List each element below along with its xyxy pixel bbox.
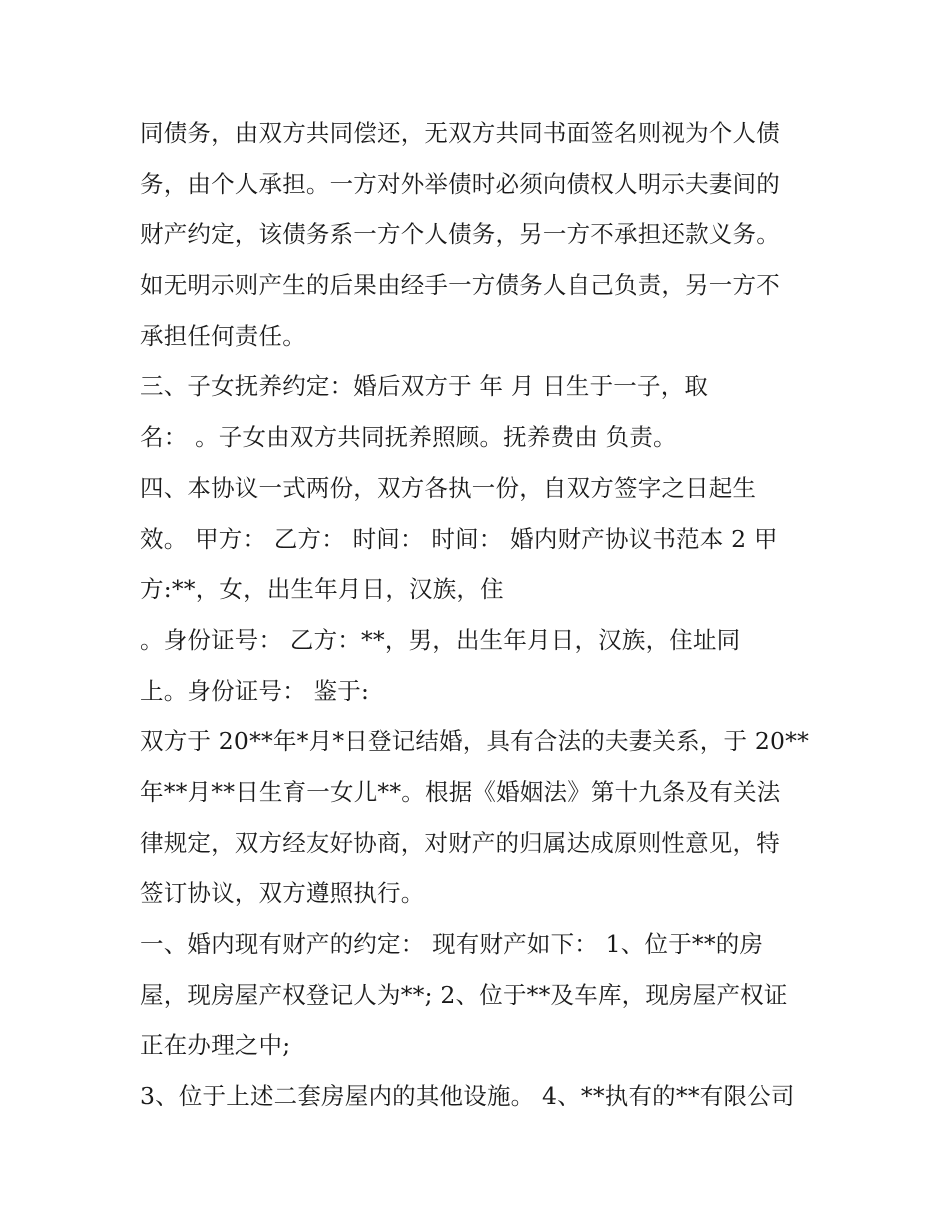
text-line: 3、位于上述二套房屋内的其他设施。 4、**执有的**有限公司 [140, 1082, 795, 1111]
text-line: 双方于 20**年*月*日登记结婚，具有合法的夫妻关系，于 20** [140, 727, 810, 756]
text-line: 签订协议，双方遵照执行。 [140, 879, 425, 908]
text-line: 务，由个人承担。一方对外举债时必须向债权人明示夫妻间的 [140, 169, 780, 198]
text-line: 如无明示则产生的后果由经手一方债务人自己负责，另一方不 [140, 271, 780, 300]
text-line: 承担任何责任。 [140, 321, 306, 350]
text-line: 一、婚内现有财产的约定： 现有财产如下： 1、位于**的房 [140, 930, 764, 958]
text-line: 三、子女抚养约定：婚后双方于 年 月 日生于一子，取 [140, 372, 709, 401]
text-line: 名： 。子女由双方共同抚养照顾。抚养费由 负责。 [140, 423, 677, 452]
text-line: 财产约定，该债务系一方个人债务，另一方不承担还款义务。 [140, 220, 780, 249]
text-line: 上。身份证号： 鉴于: [140, 676, 370, 705]
text-line: 方:**，女，出生年月日，汉族，住 [140, 575, 504, 604]
text-line: 正在办理之中; [140, 1031, 291, 1060]
text-line: 。身份证号： 乙方：**，男，出生年月日，汉族，住址同 [140, 625, 741, 654]
text-line: 四、本协议一式两份，双方各执一份，自双方签字之日起生 [140, 473, 757, 502]
document-body [140, 108, 830, 1122]
text-line: 同债务，由双方共同偿还，无双方共同书面签名则视为个人债 [140, 119, 780, 147]
text-line: 屋，现房屋产权登记人为**; 2、位于**及车库，现房屋产权证 [140, 980, 788, 1009]
text-line: 效。 甲方： 乙方： 时间： 时间： 婚内财产协议书范本 2 甲 [140, 524, 778, 553]
text-line: 律规定，双方经友好协商，对财产的归属达成原则性意见，特 [140, 828, 780, 857]
text-line: 年**月**日生育一女儿**。根据《婚姻法》第十九条及有关法 [140, 777, 781, 806]
